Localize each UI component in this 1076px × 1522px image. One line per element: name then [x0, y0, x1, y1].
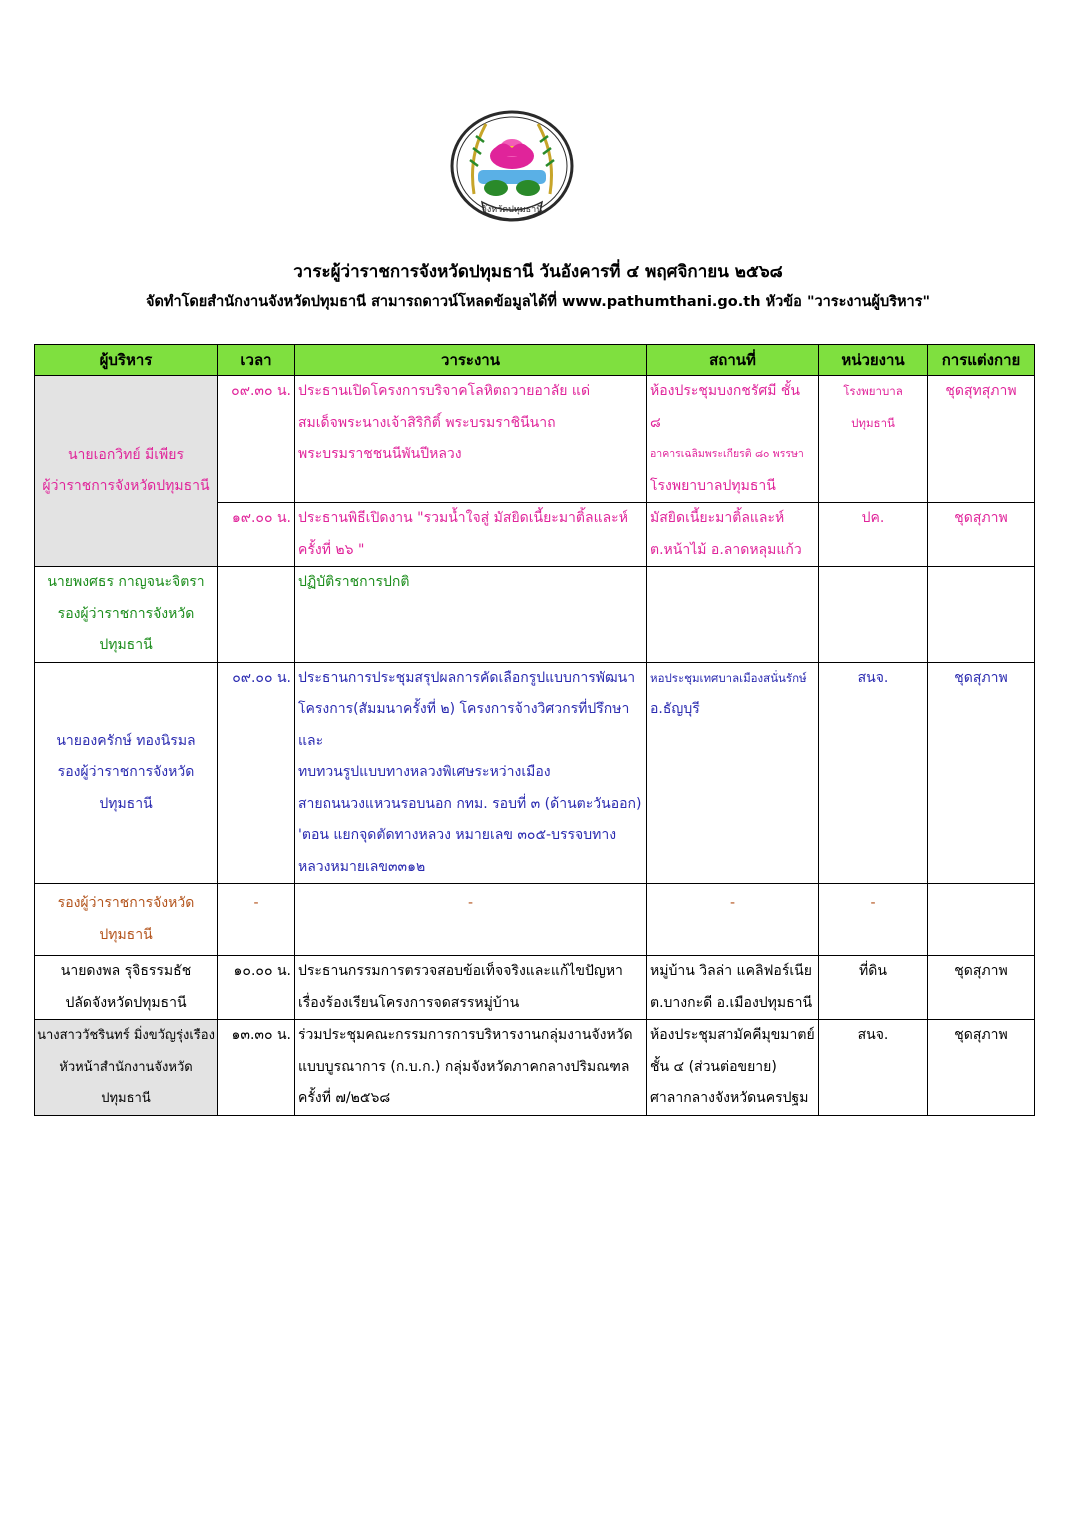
time-cell [218, 567, 295, 663]
table-row [35, 884, 1035, 956]
agenda-cell [295, 956, 647, 1020]
agenda-line: หลวงหมายเลข๓๓๑๒ [298, 858, 426, 875]
place-cell: - [647, 884, 819, 956]
dress-cell: ชุดสุทสุภาพ [928, 376, 1035, 503]
place-cell [647, 376, 819, 503]
agenda-cell: ปฏิบัติราชการปกติ [295, 567, 647, 663]
place-cell [647, 503, 819, 567]
place-line: ต.หน้าไม้ อ.ลาดหลุมแก้ว [650, 541, 802, 558]
executive-role: รองผู้ว่าราชการจังหวัดปทุมธานี [57, 605, 195, 653]
place-cell [647, 956, 819, 1020]
place-line: ห้องประชุมบงกชรัศมี ชั้น ๘ [650, 383, 800, 431]
dress-cell: ชุดสุภาพ [928, 503, 1035, 567]
executive-cell [35, 567, 218, 663]
agenda-line: ร่วมประชุมคณะกรรมการการบริหารงานกลุ่มงานจังหวัด [298, 1027, 633, 1043]
unit-cell: - [819, 884, 928, 956]
executive-cell [35, 1020, 218, 1116]
dress-cell: ชุดสุภาพ [928, 662, 1035, 884]
page-subtitle: จัดทำโดยสำนักงานจังหวัดปทุมธานี สามารถดาวน์โหลดข้อมูลได้ที่ www.pathumthani.go.th หัวข้อ "วาระงานผู้บริหาร" [145, 294, 931, 310]
place-line: อาคารเฉลิมพระเกียรติ ๘๐ พรรษา [650, 448, 804, 460]
executive-name: นายดงพล รุจิธรรมธัช [60, 963, 192, 979]
unit-cell: ที่ดิน [819, 956, 928, 1020]
time-cell: ๑๐.๐๐ น. [218, 956, 295, 1020]
executive-cell [35, 956, 218, 1020]
table-row [35, 956, 1035, 1020]
dress-cell: ชุดสุภาพ [928, 1020, 1035, 1116]
executive-role: หัวหน้าสำนักงานจังหวัดปทุมธานี [59, 1059, 193, 1106]
time-cell: ๐๙.๐๐ น. [218, 662, 295, 884]
unit-cell: โรงพยาบาลปทุมธานี [819, 376, 928, 503]
time-cell: ๑๓.๓๐ น. [218, 1020, 295, 1116]
provincial-seal [448, 106, 576, 234]
executive-name: นายพงศธร กาญจนะจิตรา [47, 574, 205, 590]
col-place: สถานที่ [647, 345, 819, 376]
agenda-line: โครงการ(สัมมนาครั้งที่ ๒) โครงการจ้างวิศวกรที่ปรึกษาและ [298, 701, 630, 749]
executive-role: ผู้ว่าราชการจังหวัดปทุมธานี [42, 478, 210, 494]
seal-text: จังหวัดปทุมธานี [481, 205, 543, 215]
unit-cell [819, 567, 928, 663]
executive-role: ปลัดจังหวัดปทุมธานี [65, 994, 187, 1011]
dress-cell [928, 884, 1035, 956]
col-executive: ผู้บริหาร [35, 345, 218, 376]
agenda-line: ทบทวนรูปแบบทางหลวงพิเศษระหว่างเมือง [298, 764, 551, 780]
place-cell [647, 662, 819, 884]
place-line: หอประชุมเทศบาลเมืองสนั่นรักษ์ [650, 670, 807, 685]
agenda-cell: - [295, 884, 647, 956]
agenda-line: ครั้งที่ ๗/๒๕๖๘ [298, 1090, 391, 1106]
place-line: มัสยิดเนี้ยะมาติ้ลและห์ [650, 510, 785, 526]
executive-name: นายองครักษ์ ทองนิรมล [56, 732, 196, 749]
col-agenda: วาระงาน [295, 345, 647, 376]
executive-cell [35, 884, 218, 956]
agenda-line: แบบบูรณาการ (ก.บ.ก.) กลุ่มจังหวัดภาคกลางปริมณฑล [298, 1058, 630, 1075]
place-cell [647, 567, 819, 663]
page-title: วาระผู้ว่าราชการจังหวัดปทุมธานี วันอังคารที่ ๔ พฤศจิกายน ๒๕๖๘ [293, 262, 783, 282]
unit-cell: ปค. [819, 503, 928, 567]
agenda-line: ประธานเปิดโครงการบริจาคโลหิตถวายอาลัย แด่ [298, 383, 591, 399]
agenda-line: สายถนนวงแหวนรอบนอก กทม. รอบที่ ๓ (ด้านตะวันออก) [298, 795, 642, 812]
place-cell [647, 1020, 819, 1116]
executive-cell [35, 376, 218, 567]
unit-cell: สนจ. [819, 1020, 928, 1116]
agenda-line: ประธานการประชุมสรุปผลการคัดเลือกรูปแบบการพัฒนา [298, 669, 636, 686]
unit-cell: สนจ. [819, 662, 928, 884]
place-line: ชั้น ๔ (ส่วนต่อขยาย) [650, 1058, 777, 1075]
agenda-line: ครั้งที่ ๒๖ " [298, 541, 365, 558]
place-line: ศาลากลางจังหวัดนครปฐม [650, 1090, 809, 1106]
col-time: เวลา [218, 345, 295, 376]
agenda-cell [295, 1020, 647, 1116]
time-cell: - [218, 884, 295, 956]
executive-role: รองผู้ว่าราชการจังหวัดปทุมธานี [57, 895, 195, 943]
table-row [35, 376, 1035, 503]
table-row [35, 567, 1035, 663]
place-line: ห้องประชุมสามัคคีมุขมาตย์ [650, 1027, 815, 1043]
place-line: ต.บางกะดี อ.เมืองปทุมธานี [650, 994, 813, 1011]
col-dress: การแต่งกาย [928, 345, 1035, 376]
agenda-line: ประธานกรรมการตรวจสอบข้อเท็จจริงและแก้ไขปัญหา [298, 963, 623, 979]
agenda-table [34, 344, 1035, 1116]
agenda-line: เรื่องร้องเรียนโครงการจดสรรหมู่บ้าน [298, 994, 520, 1011]
table-header-row [35, 345, 1035, 376]
executive-cell [35, 662, 218, 884]
col-unit: หน่วยงาน [819, 345, 928, 376]
agenda-line: สมเด็จพระนางเจ้าสิริกิติ์ พระบรมราชินีนาถ [298, 414, 556, 431]
place-line: โรงพยาบาลปทุมธานี [650, 477, 776, 494]
dress-cell: ชุดสุภาพ [928, 956, 1035, 1020]
executive-role: รองผู้ว่าราชการจังหวัดปทุมธานี [57, 764, 195, 812]
agenda-cell [295, 662, 647, 884]
agenda-line: ประธานพิธีเปิดงาน "รวมน้ำใจสู่ มัสยิดเนี้ยะมาติ้ลและห์ [298, 510, 628, 526]
agenda-cell [295, 503, 647, 567]
executive-name: นายเอกวิทย์ มีเพียร [67, 446, 184, 463]
time-cell: ๐๙.๓๐ น. [218, 376, 295, 503]
table-row [35, 1020, 1035, 1116]
executive-name: นางสาววัชรินทร์ มิ่งขวัญรุ่งเรือง [37, 1028, 215, 1043]
agenda-line: 'ตอน แยกจุดตัดทางหลวง หมายเลข ๓๐๕-บรรจบทาง [298, 827, 617, 843]
agenda-line: พระบรมราชชนนีพันปีหลวง [298, 446, 462, 462]
time-cell: ๑๙.๐๐ น. [218, 503, 295, 567]
agenda-cell [295, 376, 647, 503]
place-line: อ.ธัญบุรี [650, 701, 700, 717]
table-row [35, 662, 1035, 884]
place-line: หมู่บ้าน วิลล่า แคลิฟอร์เนีย [650, 963, 812, 979]
dress-cell [928, 567, 1035, 663]
